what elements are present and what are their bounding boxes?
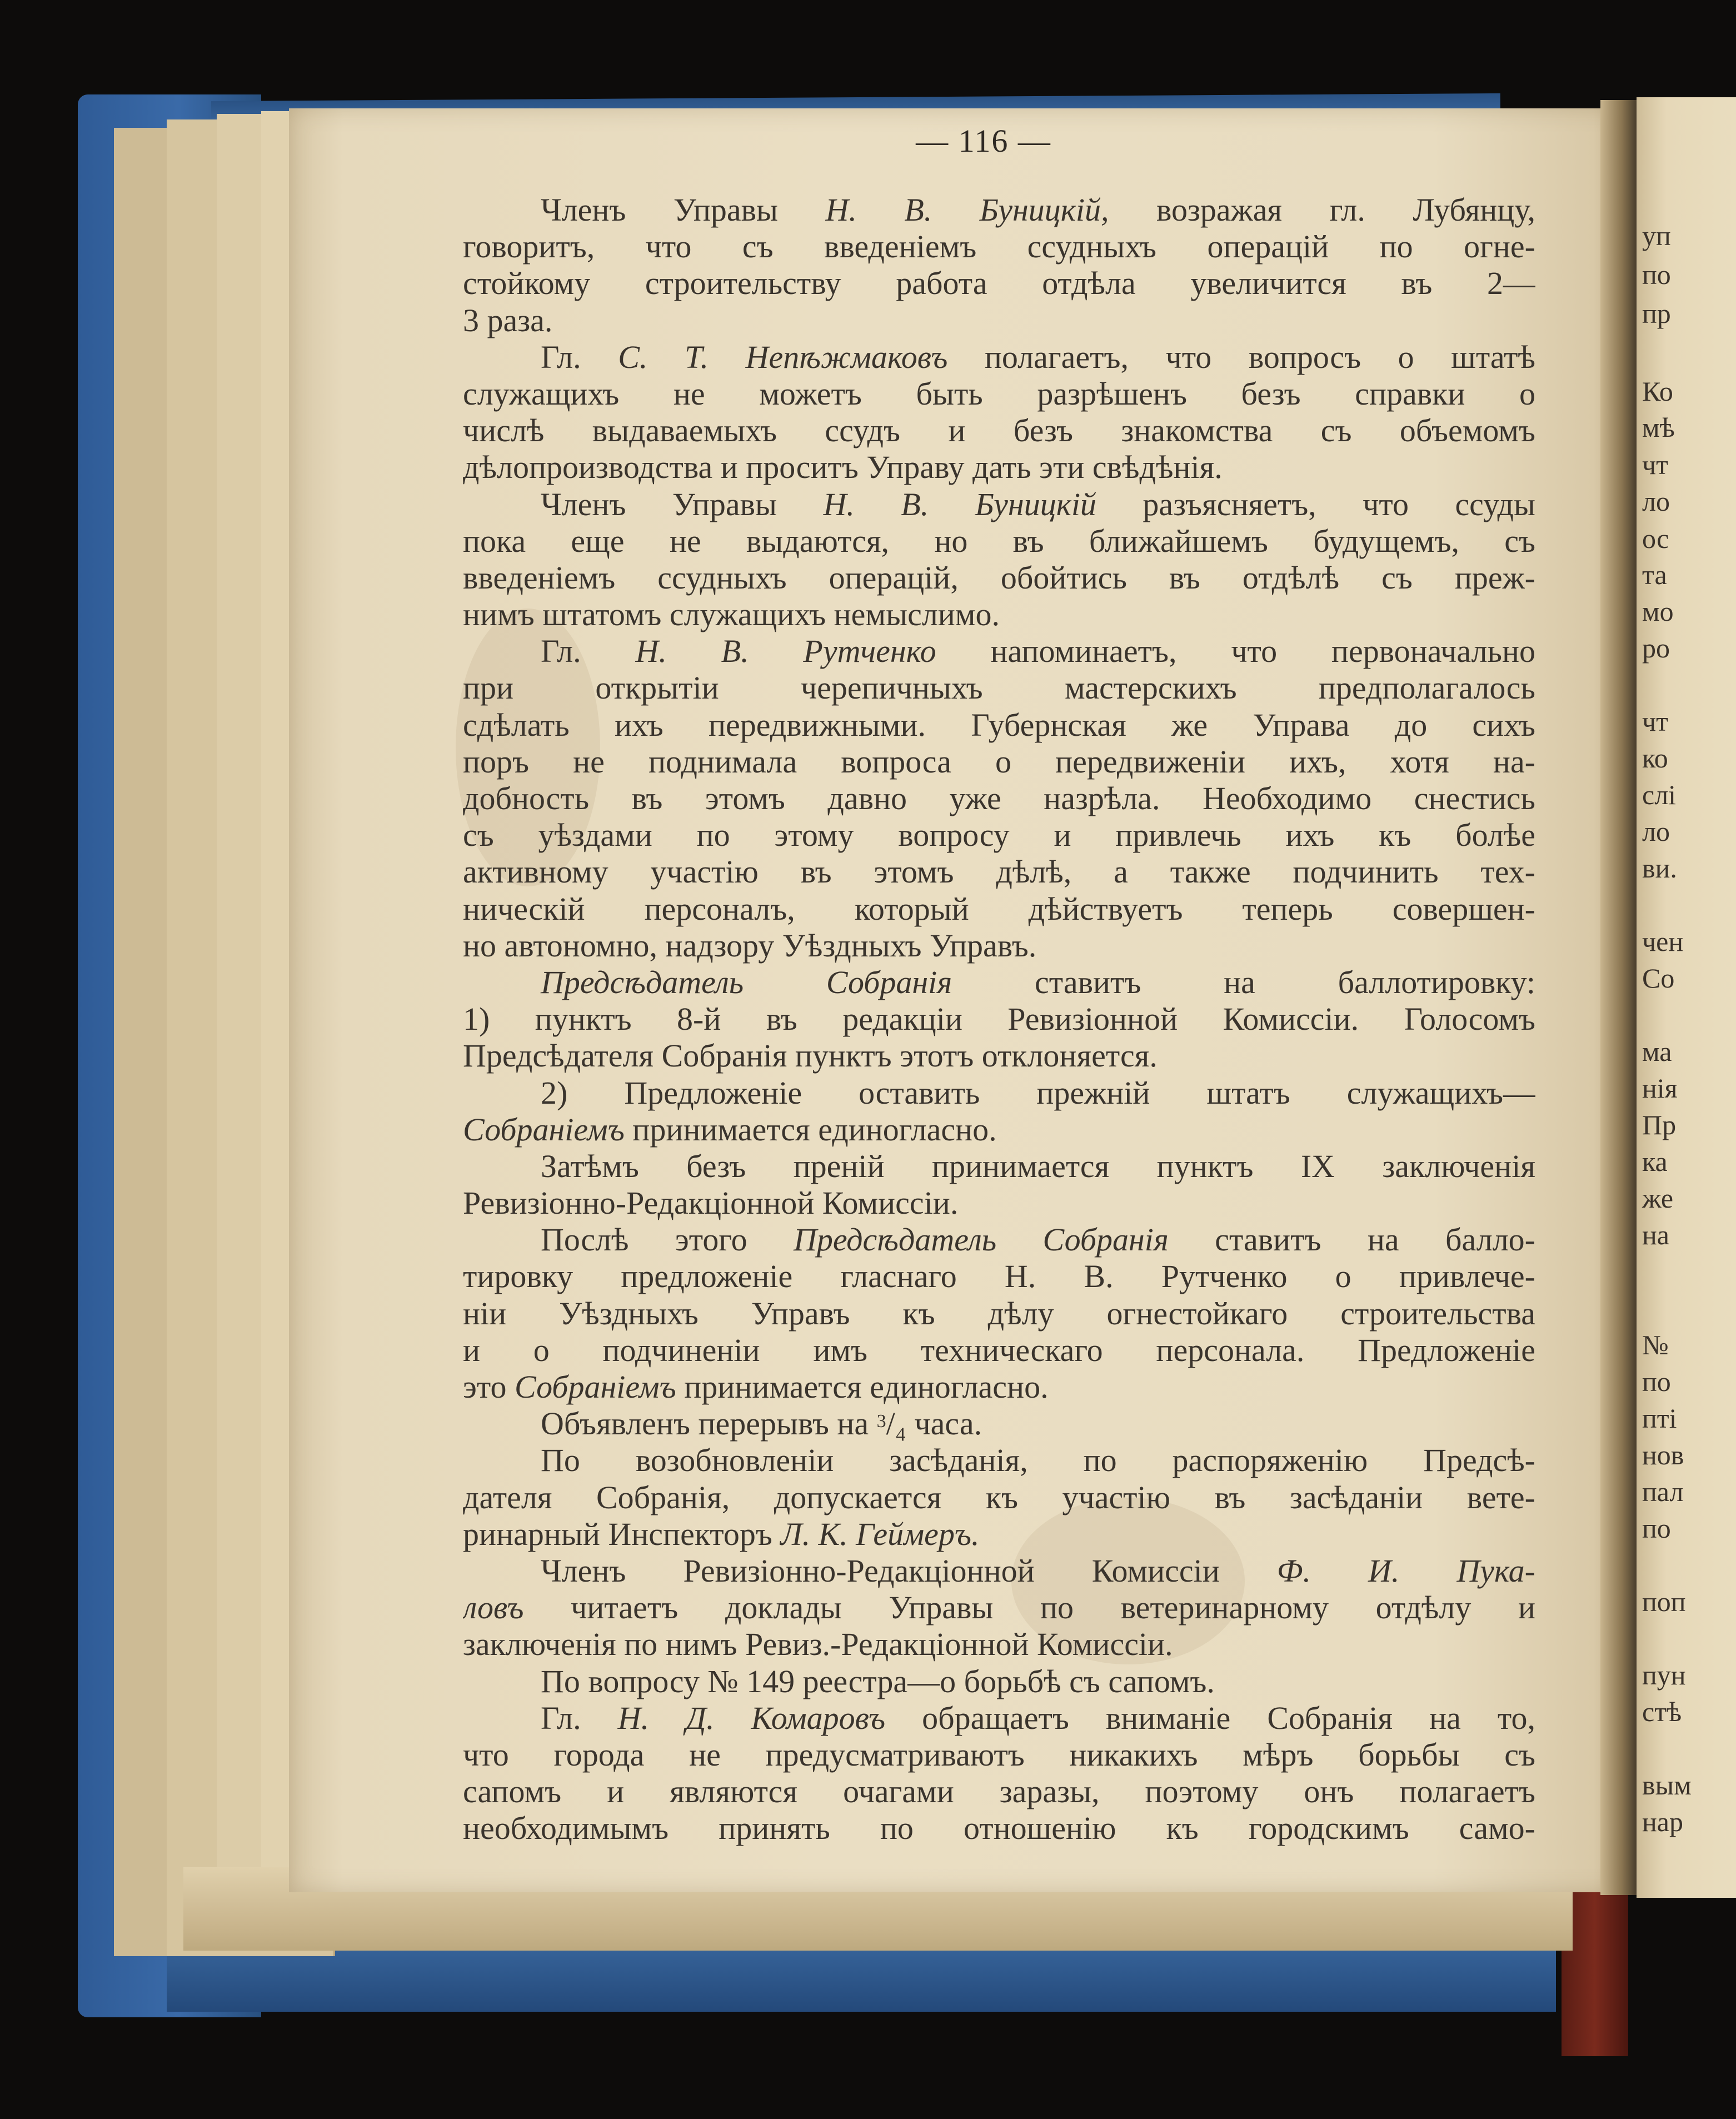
italic-name: Н. В. Буницкій [823,486,1096,522]
text-line [463,302,1535,339]
facing-page-fragment: ло [1642,486,1670,517]
text-line [463,560,1535,596]
text-run: дателя Собранія, допускается къ участію въ засѣданіи вете- [463,1479,1535,1515]
text-line [463,1405,1535,1442]
facing-page-fragment: нар [1642,1806,1683,1837]
text-run: принимается единогласно. [624,1111,997,1148]
text-run: и о подчиненіи имъ техническаго персонала. Предложеніе [463,1332,1535,1368]
text-run: поръ не поднимала вопроса о передвиженіи ихъ, хотя на- [463,743,1535,780]
text-run: Гл. [541,633,636,670]
text-line [463,376,1535,412]
text-line [463,780,1535,817]
book-gutter [1600,100,1639,1895]
text-line [463,817,1535,854]
text-run: ринарный Инспекторъ [463,1515,781,1552]
text-line [463,964,1535,1001]
italic-name: С. Т. Непѣжмаковъ [618,338,948,375]
facing-page-fragment: ма [1642,1036,1672,1067]
facing-page-fragment: стѣ [1642,1696,1682,1727]
text-run: напоминаетъ, что первоначально [936,633,1535,670]
text-line [463,339,1535,376]
text-line [463,412,1535,449]
italic-name: Н. В. Рутченко [635,633,936,670]
text-line [463,633,1535,670]
text-run: 1) пунктъ 8-й въ редакціи Ревизіонной Комиссіи. Голосомъ [463,1001,1535,1038]
facing-page-fragment: та [1642,559,1667,590]
text-run: полагаетъ, что вопросъ о штатѣ [947,338,1535,375]
text-line [463,1737,1535,1773]
text-line [463,228,1535,265]
text-run: Предсѣдателя Собранія пунктъ этотъ отклоняется. [463,1038,1158,1074]
text-line [463,1001,1535,1038]
text-run: 3 раза. [463,302,553,338]
text-run: Гл. [541,338,618,375]
italic-name: Л. К. Геймеръ. [780,1515,980,1552]
facing-page-fragment: поп [1642,1586,1686,1617]
facing-page-fragment: ви. [1642,852,1677,884]
text-line [463,1663,1535,1700]
text-line [463,1111,1535,1148]
facing-page-fragment: мо [1642,596,1674,627]
text-run: говоритъ, что съ введеніемъ ссудныхъ операцій по огне- [463,228,1535,265]
text-line [463,192,1535,228]
text-line [463,891,1535,928]
text-run: стойкому строительству работа отдѣла увеличится въ 2— [463,265,1535,302]
text-run: служащихъ не можетъ быть разрѣшенъ безъ справки о [463,375,1535,412]
italic-name: Предсѣдатель Собранія [794,1221,1169,1258]
facing-page-fragment: по [1642,1366,1671,1397]
text-run: ническій персоналъ, который дѣйствуетъ теперь совершен- [463,890,1535,927]
text-run: Затѣмъ безъ преній принимается пунктъ IX заключенія [541,1148,1535,1184]
facing-page-fragment: по [1642,1513,1671,1544]
text-run: числѣ выдаваемыхъ ссудъ и безъ знакомства съ объемомъ [463,412,1535,449]
facing-page-fragment: на [1642,1219,1669,1250]
facing-page-fragment: мѣ [1642,412,1675,443]
text-line [463,1185,1535,1221]
text-run: пока еще не выдаются, но въ ближайшемъ будущемъ, съ [463,522,1535,559]
text-line [463,1810,1535,1847]
text-run: По вопросу № 149 реестра—о борьбѣ съ сапомъ. [541,1663,1215,1699]
text-line [463,1442,1535,1479]
text-line [463,1773,1535,1810]
text-run: разъясняетъ, что ссуды [1096,486,1535,522]
text-run: активному участію въ этомъ дѣлѣ, а также подчинить тех- [463,854,1535,890]
superscript: 3 [876,1411,886,1432]
text-run: нимъ штатомъ служащихъ немыслимо. [463,596,1000,633]
text-line [463,523,1535,560]
text-line [463,928,1535,964]
facing-page-fragment: Со [1642,963,1675,994]
text-run: Объявленъ перерывъ на [541,1405,877,1442]
text-line [463,1148,1535,1185]
facing-page-fragment: уп [1642,220,1671,251]
text-run: сдѣлать ихъ передвижными. Губернская же Управа до сихъ [463,706,1535,743]
text-line [463,265,1535,302]
text-line [463,1626,1535,1663]
page-number: — 116 — [916,123,1051,159]
text-run: тировку предложеніе гласнаго Н. В. Рутченко о привлече- [463,1258,1535,1295]
text-run: обращаетъ вниманіе Собранія на то, [885,1699,1535,1736]
facing-page-fragment: же [1642,1183,1674,1214]
text-line [463,596,1535,633]
facing-page-fragment: чен [1642,926,1684,957]
text-line [463,707,1535,744]
text-run: Членъ Ревизіонно-Редакціонной Комиссіи [541,1552,1277,1589]
facing-page [1637,97,1736,1898]
italic-name: Собраніемъ [463,1111,625,1148]
facing-page-fragment: ло [1642,816,1670,847]
facing-page-fragment: Ко [1642,376,1673,407]
facing-page-fragment: нія [1642,1073,1678,1104]
text-run: ставитъ на балло- [1168,1221,1535,1258]
text-run: Членъ Управы [541,486,824,522]
text-line [463,1553,1535,1589]
facing-page-fragment: пр [1642,298,1671,329]
text-run: Ревизіонно-Редакціонной Комиссіи. [463,1185,959,1221]
text-run: принимается единогласно. [676,1369,1049,1405]
text-line [463,1221,1535,1258]
text-run: По возобновленіи засѣданія, по распоряженію Предсѣ- [541,1442,1535,1479]
text-run: читаетъ доклады Управы по ветеринарному отдѣлу и [523,1589,1535,1626]
italic-name: Н. В. Буницкій, [825,192,1109,228]
text-line [463,1516,1535,1553]
italic-name: Собраніемъ [514,1369,676,1405]
text-run: при открытіи черепичныхъ мастерскихъ предполагалось [463,670,1535,706]
italic-name: Н. Д. Комаровъ [617,1699,886,1736]
text-line [463,1075,1535,1111]
facing-page-fragment: Пр [1642,1109,1677,1140]
text-line [463,1295,1535,1332]
facing-page-fragment: ка [1642,1146,1668,1177]
facing-page-fragment: чт [1642,449,1668,480]
facing-page-fragment: вым [1642,1769,1692,1801]
page-body-text [463,192,1535,1847]
text-run: необходимымъ принять по отношенію къ городскимъ само- [463,1810,1535,1847]
text-line [463,854,1535,890]
facing-page-fragment: ос [1642,523,1669,554]
text-line [463,1258,1535,1295]
facing-page-fragment: ко [1642,742,1668,774]
text-line [463,1700,1535,1737]
text-run: заключенія по нимъ Ревиз.-Редакціонной Комиссіи. [463,1626,1173,1663]
text-run: ставитъ на баллотировку: [952,964,1535,1000]
text-line [463,1332,1535,1369]
text-run: /₄ часа. [886,1405,982,1442]
facing-page-fragment: по [1642,259,1671,290]
facing-page-fragment: ро [1642,632,1670,664]
text-run: Гл. [541,1699,618,1736]
facing-page-fragment: пті [1642,1403,1677,1434]
text-run: что города не предусматриваютъ никакихъ мѣръ борьбы съ [463,1736,1535,1773]
text-line [463,1589,1535,1626]
facing-page-fragment: № [1642,1329,1669,1360]
italic-name: Предсѣдатель Собранія [541,964,952,1000]
text-run: добность въ этомъ давно уже назрѣла. Необходимо снестись [463,780,1535,816]
facing-page-fragment: пун [1642,1659,1686,1691]
facing-page-fragment: нов [1642,1439,1684,1470]
facing-page-text [1642,220,1736,1837]
text-run: возражая гл. Лубянцу, [1109,192,1535,228]
facing-page-fragment: слі [1642,779,1677,810]
text-run: ніи Уѣздныхъ Управъ къ дѣлу огнестойкаго строительства [463,1295,1535,1332]
text-line [463,486,1535,523]
text-run: введеніемъ ссудныхъ операцій, обойтись въ отдѣлѣ съ преж- [463,559,1535,596]
text-run: сапомъ и являются очагами заразы, поэтому онъ полагаетъ [463,1773,1535,1810]
text-line [463,1038,1535,1074]
text-run: дѣлопроизводства и проситъ Управу дать эти свѣдѣнія. [463,449,1223,486]
text-line [463,1479,1535,1516]
text-line [463,670,1535,706]
text-run: это [463,1369,515,1405]
italic-name: Ф. И. Пука- [1276,1552,1535,1589]
text-line [463,1369,1535,1405]
text-run: Членъ Управы [541,192,826,228]
facing-page-fragment: чт [1642,706,1668,737]
italic-name: ловъ [463,1589,524,1626]
text-run: 2) Предложеніе оставить прежній штатъ служащихъ— [541,1074,1535,1111]
text-run: съ уѣздами по этому вопросу и привлечь ихъ къ болѣе [463,817,1535,854]
facing-page-fragment: пал [1642,1476,1684,1507]
text-run: Послѣ этого [541,1221,794,1258]
text-line [463,744,1535,780]
text-run: но автономно, надзору Уѣздныхъ Управъ. [463,927,1037,964]
text-line [463,449,1535,486]
